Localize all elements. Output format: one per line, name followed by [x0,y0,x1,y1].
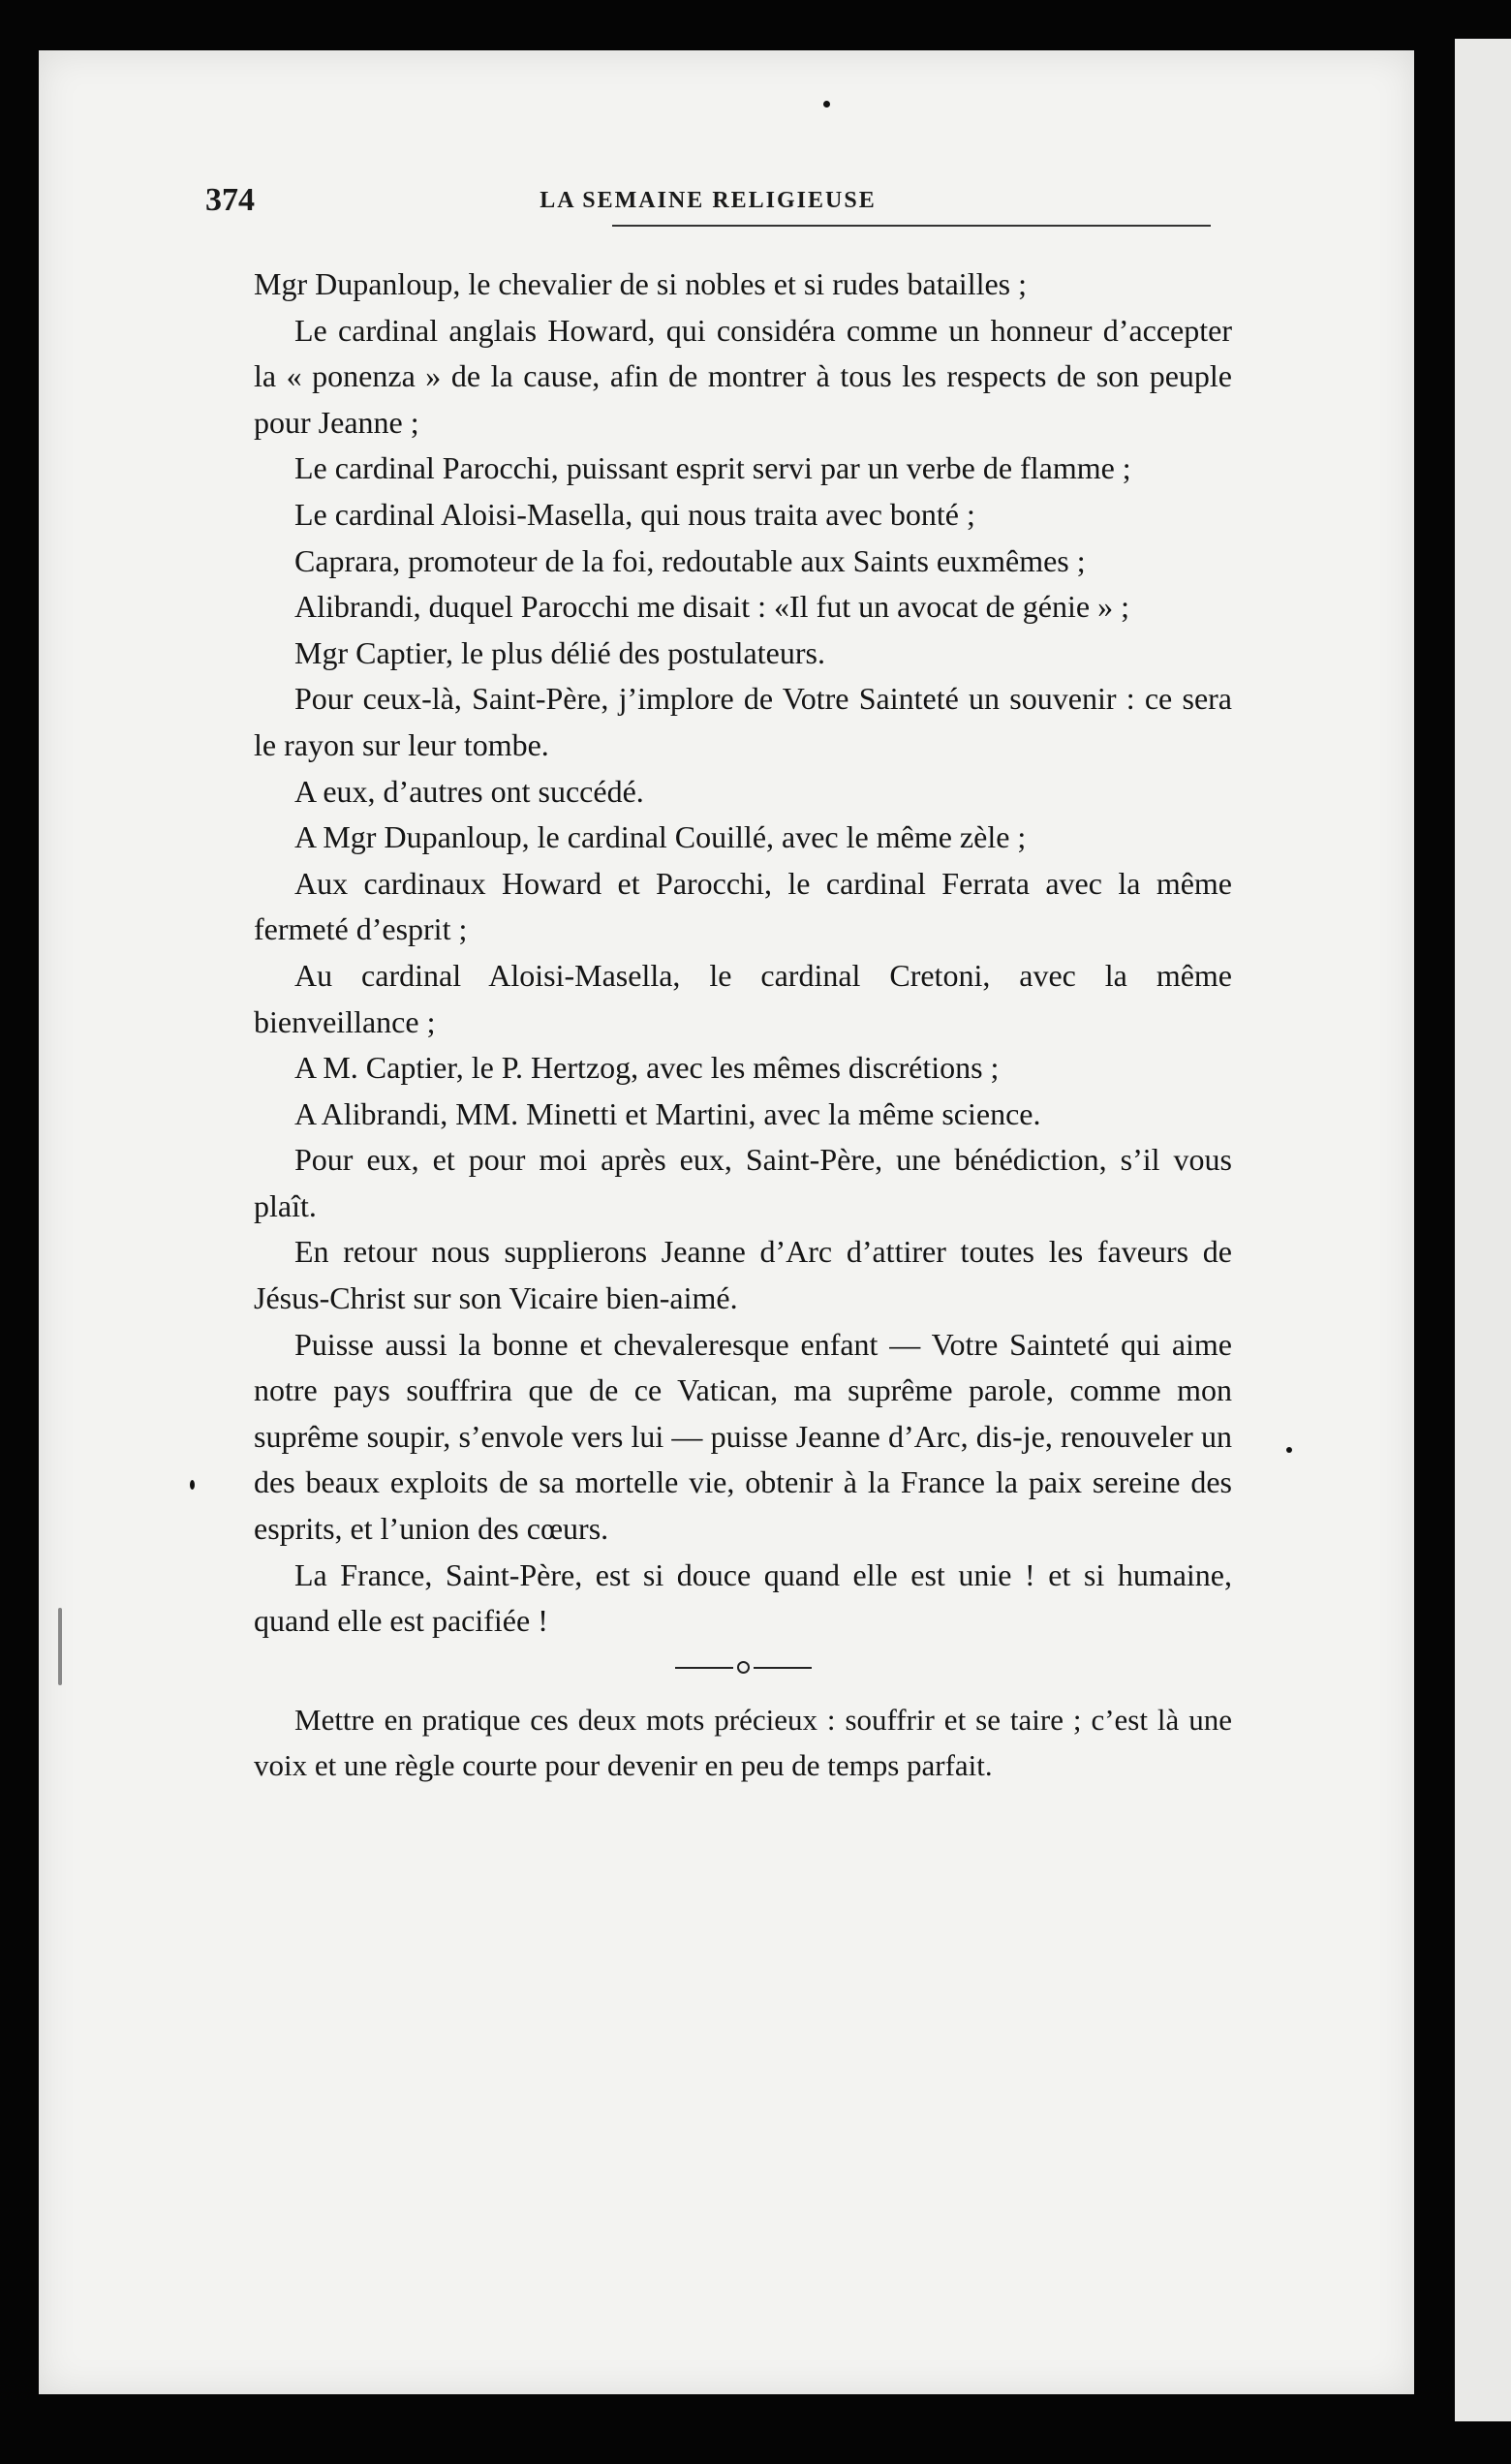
paragraph: Pour eux, et pour moi après eux, Saint-Père, une bénédiction, s’il vous plaît. [254,1142,1232,1223]
paragraph: La France, Saint-Père, est si douce quand elle est unie ! et si humaine, quand elle est pacifiée ! [254,1556,1232,1639]
adjacent-page-edge [1455,39,1511,2421]
header-rule [612,225,1211,227]
scan-mark [58,1608,62,1685]
paragraph: Mgr Dupanloup, le chevalier de si nobles et si rudes batailles ; [254,266,1028,301]
paragraph: A M. Captier, le P. Hertzog, avec les mêmes discrétions ; [294,1050,1000,1086]
paragraph: Au cardinal Aloisi-Masella, le cardinal Cretoni, avec la même bienveillance ; [254,957,1232,1039]
paragraph: Aux cardinaux Howard et Parocchi, le cardinal Ferrata avec la même fermeté d’esprit ; [254,865,1232,947]
paragraph: Caprara, promoteur de la foi, redoutable aux Saints euxmêmes ; [294,542,1086,578]
paragraph: Puisse aussi la bonne et chevaleresque enfant — Votre Sainteté qui aime notre pays souffrira que de ce Vatican, ma suprême parole, comme mon suprême soupir, s’envole vers lui — puisse Jeanne d’Arc, dis-je, renouveler un des beaux exploits de sa mortelle vie, obtenir à la France la paix sereine des esprits, et l’union des cœurs. [254,1326,1232,1547]
paragraph: Le cardinal Aloisi-Masella, qui nous traita avec bonté ; [294,496,975,532]
body-text [254,262,1232,1788]
paragraph: En retour nous supplierons Jeanne d’Arc d’attirer toutes les faveurs de Jésus-Christ sur son Vicaire bien-aimé. [254,1234,1232,1316]
scan-speck [1286,1447,1292,1453]
closing-maxim [254,1697,1232,1788]
closing-paragraph: Mettre en pratique ces deux mots précieux : souffrir et se taire ; c’est là une voix et une règle courte pour devenir en peu de temps parfait. [254,1702,1232,1782]
paragraph: Alibrandi, duquel Parocchi me disait : «Il fut un avocat de génie » ; [294,589,1129,625]
paragraph: A Alibrandi, MM. Minetti et Martini, avec la même science. [294,1095,1041,1131]
page-number: 374 [205,182,255,218]
page-header [205,182,1211,229]
paragraph: Le cardinal anglais Howard, qui considéra comme un honneur d’accepter la « ponenza » de la cause, afin de montrer à tous les respects de son peuple pour Jeanne ; [254,312,1232,440]
scan-speck [823,101,830,108]
running-title: LA SEMAINE RELIGIEUSE [540,188,877,213]
paragraph: Mgr Captier, le plus délié des postulateurs. [294,634,825,670]
section-separator [254,1645,1232,1691]
paragraph: A eux, d’autres ont succédé. [294,773,644,809]
separator-line [754,1667,812,1669]
separator-circle [737,1661,750,1674]
paragraph: Le cardinal Parocchi, puissant esprit servi par un verbe de flamme ; [294,450,1131,486]
separator-line [675,1667,733,1669]
paragraph: Pour ceux-là, Saint-Père, j’implore de Votre Sainteté un souvenir : ce sera le rayon sur leur tombe. [254,681,1232,762]
paragraph: A Mgr Dupanloup, le cardinal Couillé, avec le même zèle ; [294,819,1027,855]
scan-speck [190,1480,195,1490]
